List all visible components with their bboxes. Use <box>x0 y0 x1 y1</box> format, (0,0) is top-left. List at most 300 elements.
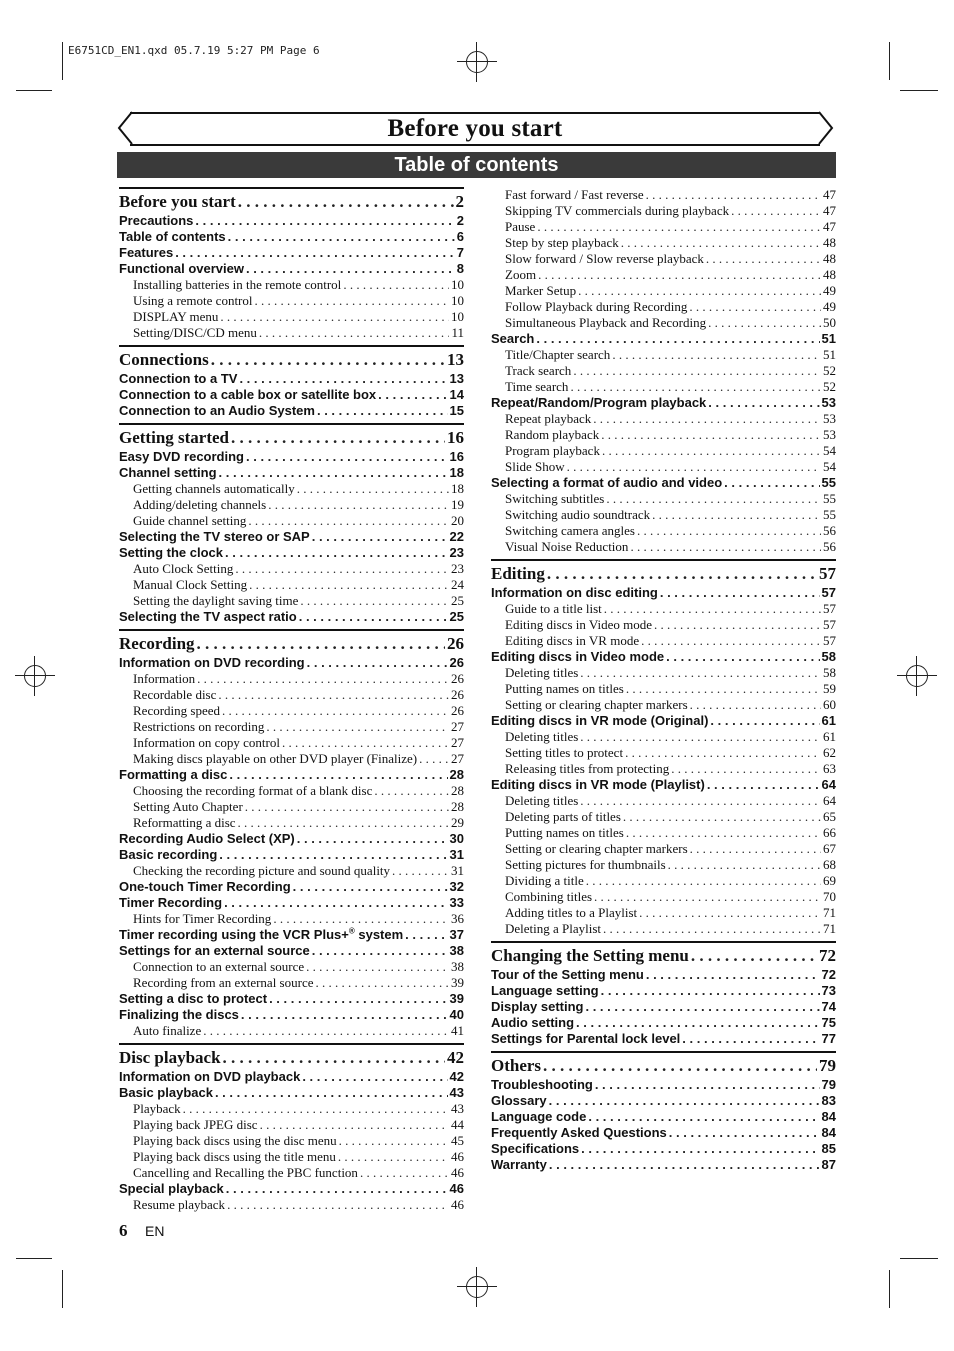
toc-leader-dots <box>317 403 448 419</box>
toc-page-number: 71 <box>823 921 836 936</box>
toc-leader-dots <box>708 395 819 411</box>
toc-leader-dots <box>338 1149 449 1165</box>
toc-leader-dots <box>302 1069 447 1085</box>
toc-leader-dots <box>378 387 447 403</box>
toc-page-number: 47 <box>823 219 836 234</box>
toc-entry-title: Making discs playable on other DVD player (Finalize) <box>133 751 418 766</box>
toc-entry-title: Adding titles to a Playlist <box>505 905 638 920</box>
toc-page-number: 10 <box>451 293 464 308</box>
toc-entry-title: Channel setting <box>119 465 217 480</box>
toc-leader-dots <box>602 443 821 459</box>
toc-entry <box>119 1085 464 1101</box>
toc-subentry <box>119 783 464 799</box>
toc-entry-title: Setting or clearing chapter markers <box>505 697 688 712</box>
toc-page-number: 40 <box>449 1007 464 1022</box>
toc-section-heading <box>491 563 836 585</box>
toc-subentry <box>119 1101 464 1117</box>
toc-subentry <box>119 735 464 751</box>
toc-entry <box>119 927 464 943</box>
toc-leader-dots <box>621 235 821 251</box>
toc-entry-title: Finalizing the discs <box>119 1007 239 1022</box>
toc-page-number: 26 <box>447 634 464 653</box>
toc-leader-dots <box>671 761 821 777</box>
toc-page-number: 49 <box>823 299 836 314</box>
toc-entry-title: Setting/DISC/CD menu <box>133 325 257 340</box>
toc-entry <box>491 999 836 1015</box>
toc-entry-title: Putting names on titles <box>505 681 624 696</box>
toc-page-number: 26 <box>449 655 464 670</box>
toc-entry-title: Troubleshooting <box>491 1077 593 1092</box>
toc-page-number: 54 <box>823 443 836 458</box>
toc-page-number: 46 <box>451 1165 464 1180</box>
toc-entry-title: Getting started <box>119 428 230 447</box>
toc-subentry <box>491 745 836 761</box>
toc-page-number: 30 <box>449 831 464 846</box>
toc-subentry <box>119 277 464 293</box>
toc-page-number: 11 <box>451 325 464 340</box>
toc-leader-dots <box>269 991 447 1007</box>
toc-subentry <box>491 809 836 825</box>
toc-leader-dots <box>626 825 821 841</box>
toc-leader-dots <box>669 1125 820 1141</box>
toc-entry-title: Repeat playback <box>505 411 592 426</box>
toc-leader-dots <box>241 1007 448 1023</box>
toc-leader-dots <box>245 799 449 815</box>
toc-page-number: 51 <box>821 331 836 346</box>
toc-leader-dots <box>197 633 445 655</box>
toc-leader-dots <box>300 593 449 609</box>
toc-entry <box>119 1181 464 1197</box>
toc-page-number: 79 <box>821 1077 836 1092</box>
toc-entry-title: Changing the Setting menu <box>491 946 689 965</box>
toc-leader-dots <box>707 777 820 793</box>
toc-entry-title: Setting a disc to protect <box>119 991 268 1006</box>
toc-page-number: 28 <box>449 767 464 782</box>
toc-entry <box>491 1109 836 1125</box>
toc-leader-dots <box>543 1055 817 1077</box>
toc-entry-title: Guide to a title list <box>505 601 602 616</box>
toc-section <box>119 345 464 419</box>
toc-leader-dots <box>229 767 447 783</box>
toc-subentry <box>119 751 464 767</box>
toc-subentry <box>491 539 836 555</box>
toc-entry-title: Others <box>491 1056 542 1075</box>
toc-entry-title: Editing discs in VR mode (Playlist) <box>491 777 705 792</box>
toc-entry-title: Reformatting a disc <box>133 815 236 830</box>
toc-entry-title: Editing <box>491 564 545 583</box>
toc-leader-dots <box>549 1093 820 1109</box>
toc-entry-title: Recording <box>119 634 195 653</box>
registration-mark-icon <box>906 665 928 687</box>
toc-entry-title: Playing back discs using the disc menu <box>133 1133 337 1148</box>
toc-page-number: 6 <box>456 229 464 244</box>
crop-mark <box>900 90 938 91</box>
toc-entry-title: Program playback <box>505 443 600 458</box>
toc-page-number: 84 <box>821 1125 836 1140</box>
toc-page-number: 39 <box>449 991 464 1006</box>
toc-leader-dots <box>567 459 821 475</box>
toc-page-number: 29 <box>451 815 464 830</box>
toc-entry <box>119 449 464 465</box>
toc-entry-title: Title/Chapter search <box>505 347 611 362</box>
toc-page-number: 18 <box>451 481 464 496</box>
toc-page-number: 49 <box>823 283 836 298</box>
toc-page-number: 62 <box>823 745 836 760</box>
registration-mark-icon <box>466 1276 488 1298</box>
toc-page-number: 15 <box>449 403 464 418</box>
toc-subentry <box>119 1117 464 1133</box>
toc-subentry <box>119 1023 464 1039</box>
toc-page-number: 79 <box>819 1056 836 1075</box>
toc-entry-title: Language setting <box>491 983 599 998</box>
toc-entry <box>119 371 464 387</box>
toc-page-number: 28 <box>451 799 464 814</box>
toc-leader-dots <box>220 309 449 325</box>
toc-page-number: 72 <box>821 967 836 982</box>
toc-subentry <box>119 959 464 975</box>
toc-leader-dots <box>419 751 449 767</box>
toc-entry-title: Recordable disc <box>133 687 217 702</box>
toc-entry <box>119 465 464 481</box>
toc-entry-title: Before you start <box>119 192 236 211</box>
toc-subentry <box>119 703 464 719</box>
toc-entry <box>491 1077 836 1093</box>
toc-entry-title: Playing back discs using the title menu <box>133 1149 336 1164</box>
toc-page-number: 22 <box>449 529 464 544</box>
toc-subentry <box>491 235 836 251</box>
toc-leader-dots <box>215 1085 448 1101</box>
toc-entry-title: Setting the daylight saving time <box>133 593 299 608</box>
toc-leader-dots <box>307 655 448 671</box>
toc-page-number: 65 <box>823 809 836 824</box>
toc-subentry <box>491 921 836 937</box>
toc-page-number: 50 <box>823 315 836 330</box>
toc-section <box>119 1043 464 1213</box>
toc-entry-title: Features <box>119 245 174 260</box>
toc-leader-dots <box>576 1015 819 1031</box>
toc-page-number: 55 <box>823 491 836 506</box>
toc-entry-title: Skipping TV commercials during playback <box>505 203 730 218</box>
toc-subentry <box>491 873 836 889</box>
toc-entry-title: Display setting <box>491 999 584 1014</box>
toc-leader-dots <box>706 251 821 267</box>
toc-entry-title: Warranty <box>491 1157 547 1172</box>
toc-page-number: 51 <box>823 347 836 362</box>
toc-entry-title: Dividing a title <box>505 873 584 888</box>
crop-mark <box>889 42 890 80</box>
toc-entry-title: Switching subtitles <box>505 491 605 506</box>
toc-entry <box>491 475 836 491</box>
toc-entry-title: Installing batteries in the remote control <box>133 277 342 292</box>
toc-entry-title: Pause <box>505 219 536 234</box>
crop-mark <box>16 90 52 91</box>
toc-page-number: 31 <box>449 847 464 862</box>
toc-left-column <box>119 187 464 1217</box>
toc-entry <box>119 991 464 1007</box>
toc-entry <box>119 545 464 561</box>
toc-entry <box>119 1007 464 1023</box>
toc-entry <box>119 831 464 847</box>
toc-page-number: 53 <box>823 427 836 442</box>
toc-page-number: 58 <box>823 665 836 680</box>
toc-entry-title: Easy DVD recording <box>119 449 244 464</box>
toc-entry-title: Editing discs in VR mode <box>505 633 640 648</box>
toc-leader-dots <box>630 539 821 555</box>
toc-leader-dots <box>246 261 455 277</box>
toc-page-number: 25 <box>451 593 464 608</box>
language-label: EN <box>145 1223 165 1239</box>
toc-entry-title: Simultaneous Playback and Recording <box>505 315 707 330</box>
toc-section <box>491 941 836 1047</box>
toc-entry-title: Search <box>491 331 535 346</box>
toc-leader-dots <box>708 315 821 331</box>
toc-leader-dots <box>227 1197 449 1213</box>
toc-section-heading <box>119 191 464 213</box>
toc-subentry <box>119 719 464 735</box>
toc-subentry <box>491 459 836 475</box>
toc-leader-dots <box>660 585 820 601</box>
toc-entry-title: Deleting titles <box>505 729 579 744</box>
toc-entry <box>491 1141 836 1157</box>
toc-leader-dots <box>223 1047 445 1069</box>
toc-page-number: 48 <box>823 251 836 266</box>
toc-entry-title: One-touch Timer Recording <box>119 879 291 894</box>
toc-subentry <box>491 697 836 713</box>
toc-title: Table of contents <box>394 153 559 176</box>
toc-subentry <box>491 219 836 235</box>
toc-entry-title: Manual Clock Setting <box>133 577 248 592</box>
toc-subentry <box>119 309 464 325</box>
toc-entry-title: Random playback <box>505 427 600 442</box>
toc-page-number: 46 <box>449 1181 464 1196</box>
toc-leader-dots <box>595 1077 820 1093</box>
toc-entry-title: Repeat/Random/Program playback <box>491 395 707 410</box>
toc-page-number: 36 <box>451 911 464 926</box>
toc-page-number: 24 <box>451 577 464 592</box>
toc-leader-dots <box>225 545 448 561</box>
toc-leader-dots <box>588 1109 819 1125</box>
toc-subentry <box>491 315 836 331</box>
toc-leader-dots <box>183 1101 449 1117</box>
toc-page-number: 37 <box>449 927 464 942</box>
toc-entry-title: Audio setting <box>491 1015 575 1030</box>
toc-entry-title: Choosing the recording format of a blank disc <box>133 783 373 798</box>
toc-subentry <box>119 481 464 497</box>
toc-page-number: 72 <box>819 946 836 965</box>
toc-entry-title: Table of contents <box>119 229 226 244</box>
toc-subentry <box>491 283 836 299</box>
toc-entry-title: Auto Clock Setting <box>133 561 234 576</box>
toc-entry-title: DISPLAY menu <box>133 309 219 324</box>
toc-subentry <box>491 299 836 315</box>
toc-leader-dots <box>222 703 449 719</box>
toc-entry-title: Selecting the TV aspect ratio <box>119 609 297 624</box>
toc-leader-dots <box>586 873 821 889</box>
toc-subentry <box>491 841 836 857</box>
toc-subentry <box>491 681 836 697</box>
toc-section-heading <box>119 427 464 449</box>
toc-leader-dots <box>585 999 819 1015</box>
toc-subentry <box>491 665 836 681</box>
toc-subentry <box>119 1197 464 1213</box>
toc-page-number: 43 <box>451 1101 464 1116</box>
toc-leader-dots <box>218 687 449 703</box>
toc-section-heading <box>119 349 464 371</box>
toc-page-number: 16 <box>449 449 464 464</box>
toc-leader-dots <box>604 601 821 617</box>
toc-page-number: 63 <box>823 761 836 776</box>
toc-page-number: 26 <box>451 687 464 702</box>
toc-page-number: 23 <box>449 545 464 560</box>
toc-leader-dots <box>646 967 820 983</box>
toc-subentry <box>119 815 464 831</box>
toc-entry <box>119 245 464 261</box>
toc-entry-title: Information on copy control <box>133 735 280 750</box>
toc-leader-dots <box>666 649 819 665</box>
toc-leader-dots <box>646 187 821 203</box>
toc-page-number: 56 <box>823 523 836 538</box>
toc-leader-dots <box>255 293 450 309</box>
toc-leader-dots <box>297 831 448 847</box>
toc-entry <box>491 1157 836 1173</box>
toc-page-number: 57 <box>823 617 836 632</box>
toc-leader-dots <box>691 945 817 967</box>
toc-leader-dots <box>549 1157 820 1173</box>
toc-page-number: 71 <box>823 905 836 920</box>
toc-leader-dots <box>641 633 821 649</box>
toc-leader-dots <box>654 617 821 633</box>
toc-leader-dots <box>405 927 447 943</box>
toc-page-number: 57 <box>821 585 836 600</box>
toc-subentry <box>491 793 836 809</box>
toc-leader-dots <box>297 481 449 497</box>
toc-subentry <box>491 379 836 395</box>
toc-subentry <box>491 761 836 777</box>
toc-entry-title: Resume playback <box>133 1197 226 1212</box>
toc-entry-title: Marker Setup <box>505 283 577 298</box>
toc-entry-title: Settings for Parental lock level <box>491 1031 681 1046</box>
toc-page-number: 87 <box>821 1157 836 1172</box>
toc-leader-dots <box>219 465 448 481</box>
toc-subentry <box>491 729 836 745</box>
toc-entry-title: Selecting the TV stereo or SAP <box>119 529 310 544</box>
toc-entry-title: Follow Playback during Recording <box>505 299 688 314</box>
toc-entry <box>491 1031 836 1047</box>
toc-entry-title: Frequently Asked Questions <box>491 1125 667 1140</box>
toc-page-number: 70 <box>823 889 836 904</box>
toc-entry-title: Step by step playback <box>505 235 619 250</box>
toc-subentry <box>491 347 836 363</box>
toc-leader-dots <box>603 921 821 937</box>
toc-leader-dots <box>248 513 449 529</box>
toc-leader-dots <box>690 697 821 713</box>
toc-subentry <box>119 293 464 309</box>
toc-entry <box>119 655 464 671</box>
toc-leader-dots <box>547 563 817 585</box>
toc-entry-title: Deleting titles <box>505 665 579 680</box>
toc-entry-title: Hints for Timer Recording <box>133 911 272 926</box>
toc-subentry <box>119 593 464 609</box>
toc-page-number: 41 <box>451 1023 464 1038</box>
toc-entry-title: Playback <box>133 1101 181 1116</box>
toc-page-number: 23 <box>451 561 464 576</box>
toc-entry-title: Connection to an external source <box>133 959 305 974</box>
toc-section <box>491 559 836 937</box>
toc-leader-dots <box>231 427 445 449</box>
toc-leader-dots <box>626 681 821 697</box>
toc-leader-dots <box>731 203 821 219</box>
toc-leader-dots <box>652 507 821 523</box>
toc-page-number: 64 <box>823 793 836 808</box>
toc-subentry <box>119 799 464 815</box>
toc-entry-title: Setting pictures for thumbnails <box>505 857 666 872</box>
toc-leader-dots <box>306 959 449 975</box>
toc-subentry <box>491 905 836 921</box>
toc-section-heading <box>119 1047 464 1069</box>
toc-leader-dots <box>249 577 449 593</box>
page-title: Before you start <box>387 115 563 142</box>
toc-page-number: 73 <box>821 983 836 998</box>
toc-leader-dots <box>578 283 821 299</box>
toc-leader-dots <box>581 1141 819 1157</box>
toc-entry-title: Formatting a disc <box>119 767 228 782</box>
toc-page-number: 20 <box>451 513 464 528</box>
toc-leader-dots <box>710 713 819 729</box>
toc-leader-dots <box>266 719 449 735</box>
toc-entry-title: Setting titles to protect <box>505 745 624 760</box>
toc-entry-title: Glossary <box>491 1093 547 1108</box>
toc-leader-dots <box>195 213 454 229</box>
toc-entry-title: Slide Show <box>505 459 565 474</box>
toc-entry-title: Connection to a cable box or satellite box <box>119 387 377 402</box>
toc-subentry <box>491 617 836 633</box>
toc-entry-title: Specifications <box>491 1141 580 1156</box>
toc-leader-dots <box>536 331 819 347</box>
toc-subentry <box>119 497 464 513</box>
toc-page-number: 10 <box>451 277 464 292</box>
toc-page-number: 59 <box>823 681 836 696</box>
toc-page-number: 47 <box>823 203 836 218</box>
toc-subentry <box>491 203 836 219</box>
toc-page-number: 52 <box>823 379 836 394</box>
toc-page-number: 53 <box>823 411 836 426</box>
toc-page-number: 2 <box>455 192 464 211</box>
toc-page-number: 57 <box>819 564 836 583</box>
toc-page-number: 28 <box>451 783 464 798</box>
toc-leader-dots <box>570 379 821 395</box>
toc-subentry <box>491 251 836 267</box>
toc-entry-title: Using a remote control <box>133 293 253 308</box>
toc-page-number: 60 <box>823 697 836 712</box>
toc-page-number: 8 <box>456 261 464 276</box>
toc-page-number: 61 <box>823 729 836 744</box>
toc-section <box>119 423 464 625</box>
toc-leader-dots <box>689 299 821 315</box>
toc-page-number: 33 <box>449 895 464 910</box>
toc-subentry <box>119 325 464 341</box>
toc-subentry <box>119 687 464 703</box>
toc-entry-title: Editing discs in VR mode (Original) <box>491 713 709 728</box>
banner-right-cap-icon <box>818 111 834 145</box>
toc-entry-title: Recording from an external source <box>133 975 314 990</box>
crop-mark <box>16 1258 52 1259</box>
toc-entry <box>491 585 836 601</box>
toc-subentry <box>491 491 836 507</box>
toc-page-number: 42 <box>449 1069 464 1084</box>
toc-leader-dots <box>239 371 447 387</box>
toc-page-number: 10 <box>451 309 464 324</box>
toc-entry <box>119 943 464 959</box>
